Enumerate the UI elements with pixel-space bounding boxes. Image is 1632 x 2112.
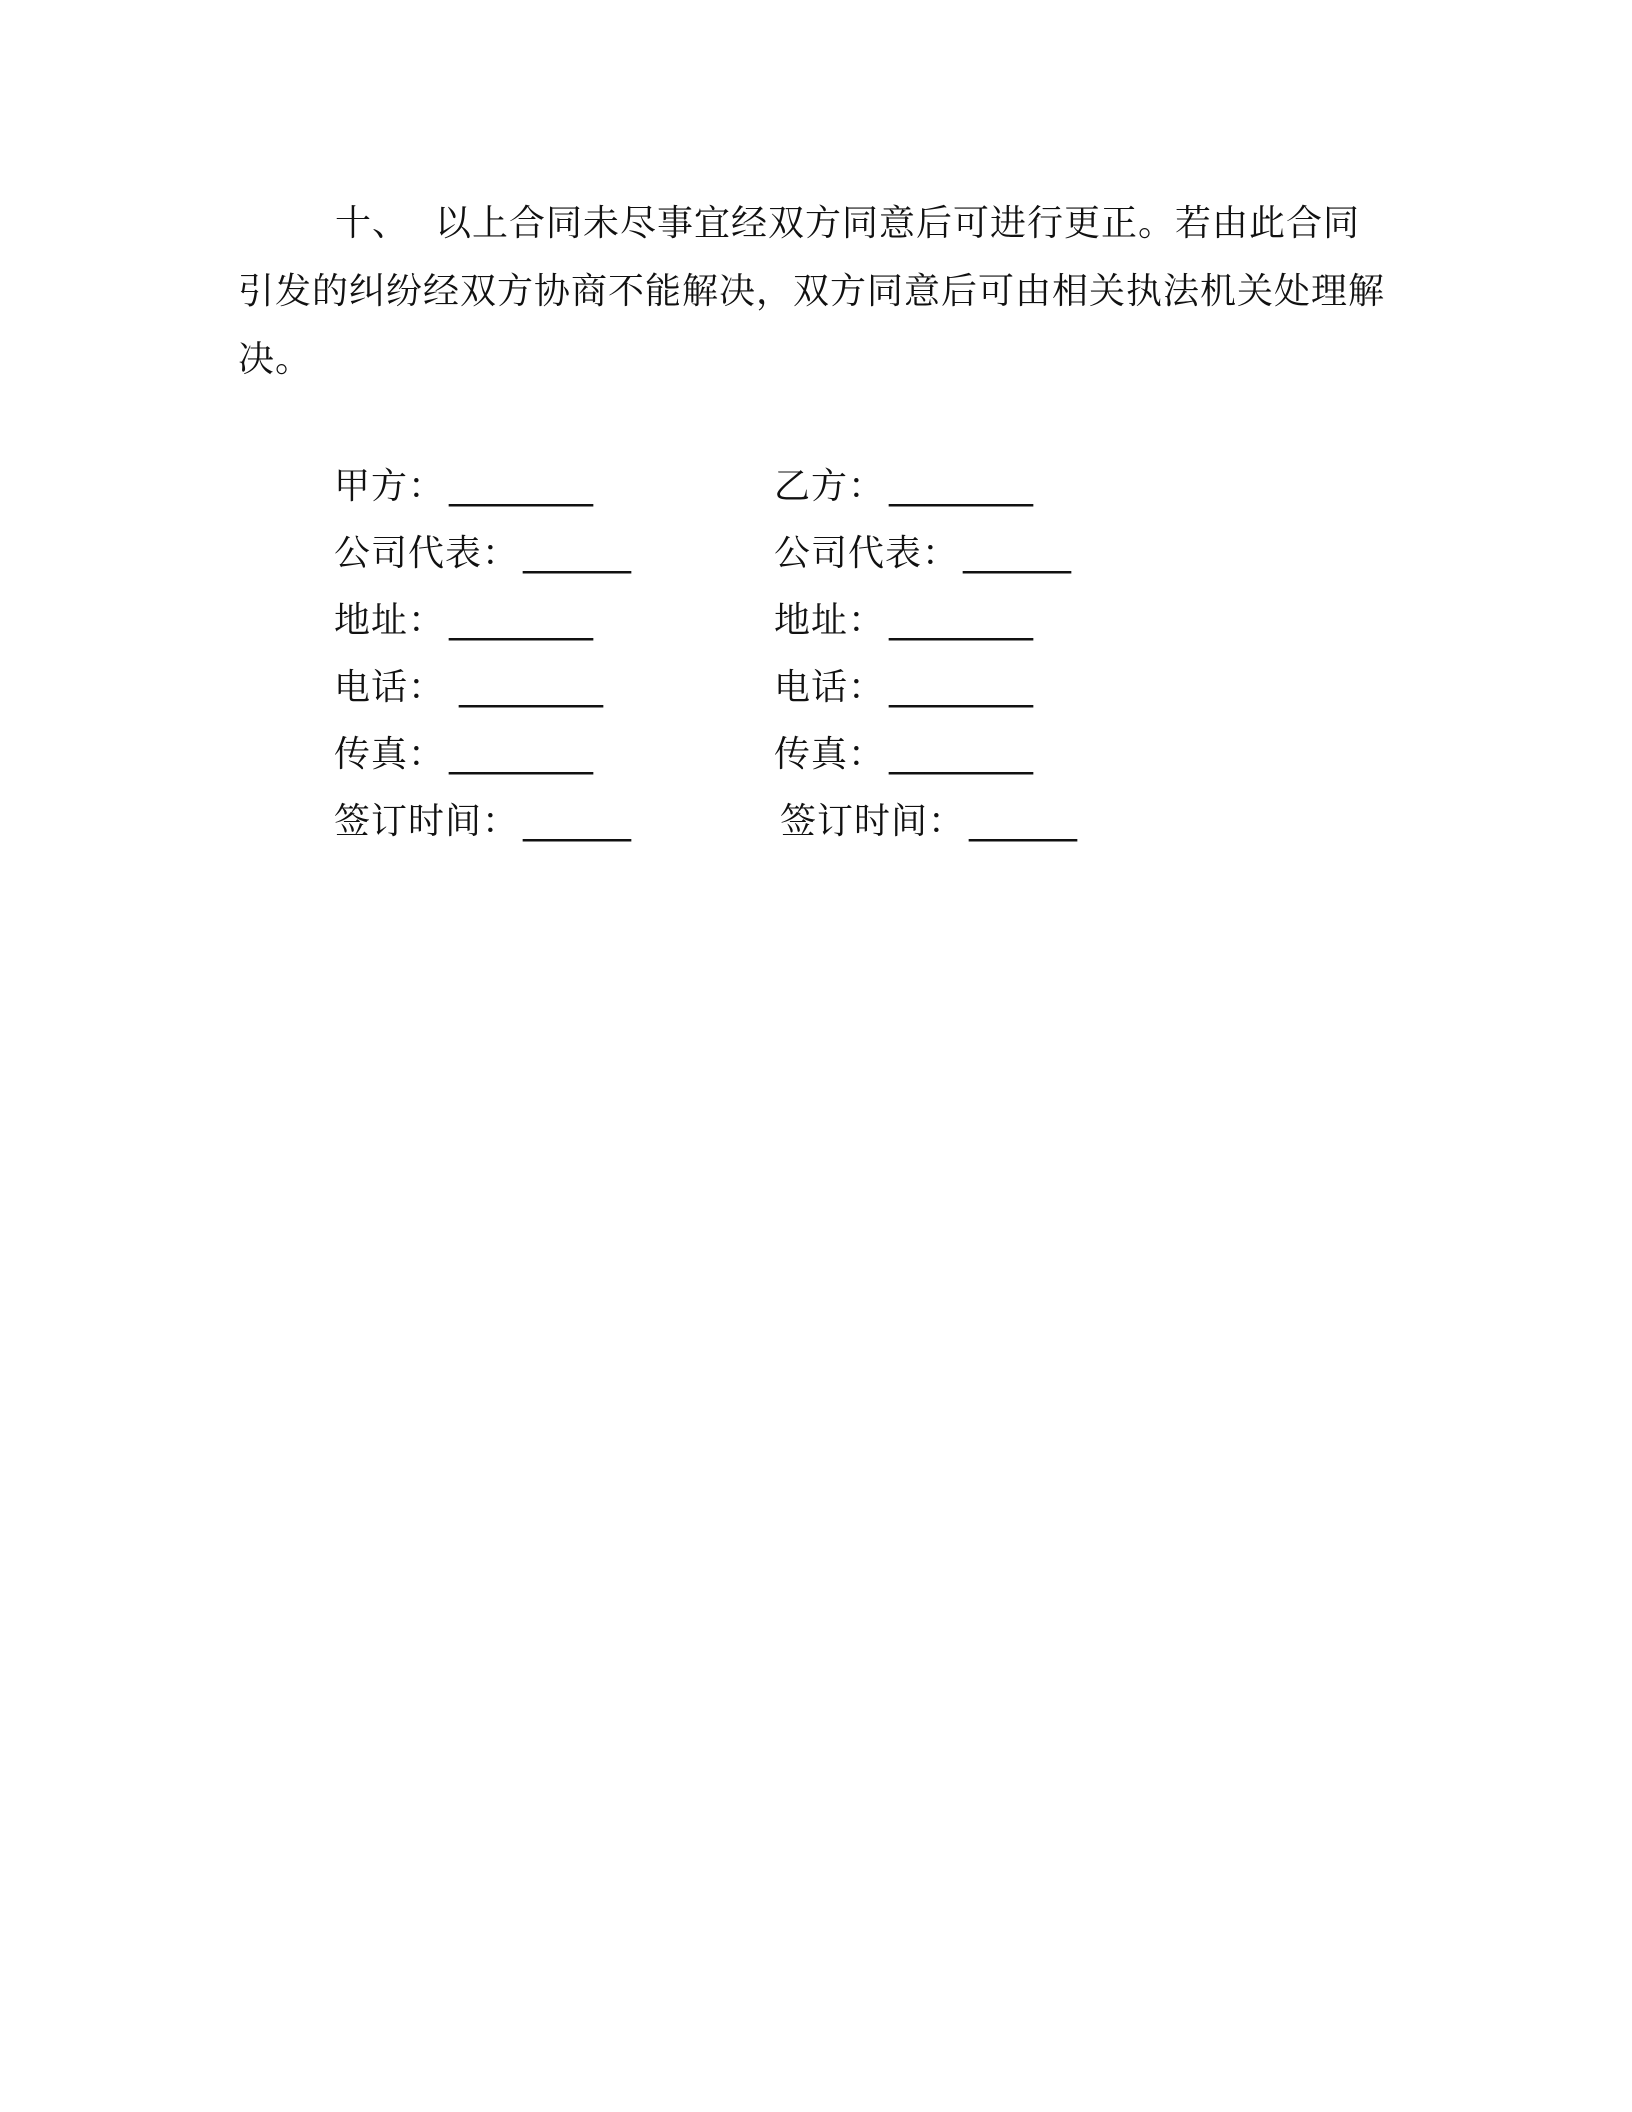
clause-ten [238,190,1388,394]
party-b-fax-field [774,728,1033,782]
clause-number: 十、 [335,203,410,244]
party-b-phone-label: 电话： [774,667,886,708]
party-a-signing-date-blank: ______ [523,801,632,842]
party-a-label: 甲方： [334,466,446,507]
party-a-fax-label: 传真： [334,734,446,775]
party-a-representative-label: 公司代表： [334,533,520,574]
party-b-fax-label: 传真： [774,734,886,775]
party-b-fax-blank: ________ [889,734,1034,775]
party-b-name-field [774,460,1033,514]
party-b-address-blank: ________ [889,600,1034,641]
party-a-phone-label: 电话： [334,667,446,708]
party-b-label: 乙方： [774,466,886,507]
party-b-representative-label: 公司代表： [774,533,960,574]
party-b-signing-date-blank: ______ [969,801,1078,842]
signature-row-address [334,594,1154,661]
party-a-phone-blank: ________ [459,667,604,708]
party-b-address-label: 地址： [774,600,886,641]
party-a-address-field [334,594,593,648]
party-b-signing-date-label: 签订时间： [780,801,966,842]
party-a-address-blank: ________ [449,600,594,641]
party-b-blank: ________ [889,466,1034,507]
party-a-representative-field [334,527,631,581]
clause-text: 以上合同未尽事宜经双方同意后可进行更正。若由此合同引发的纠纷经双方协商不能解决，双方同意后可由相关执法机关处理解决。 [238,203,1386,380]
party-a-signing-date-field [334,795,631,849]
party-a-signing-date-label: 签订时间： [334,801,520,842]
party-a-fax-blank: ________ [449,734,594,775]
party-a-blank: ________ [449,466,594,507]
party-b-signing-date-field [780,795,1077,849]
signature-row-party [334,460,1154,527]
signature-block [334,460,1154,862]
signature-row-phone [334,661,1154,728]
party-a-name-field [334,460,593,514]
signature-row-signing-date [334,795,1154,862]
party-b-address-field [774,594,1033,648]
party-a-fax-field [334,728,593,782]
party-a-representative-blank: ______ [523,533,632,574]
signature-row-representative [334,527,1154,594]
party-a-phone-field [334,661,603,715]
signature-row-fax [334,728,1154,795]
party-a-address-label: 地址： [334,600,446,641]
party-b-representative-blank: ______ [963,533,1072,574]
party-b-phone-field [774,661,1033,715]
party-b-phone-blank: ________ [889,667,1034,708]
party-b-representative-field [774,527,1071,581]
